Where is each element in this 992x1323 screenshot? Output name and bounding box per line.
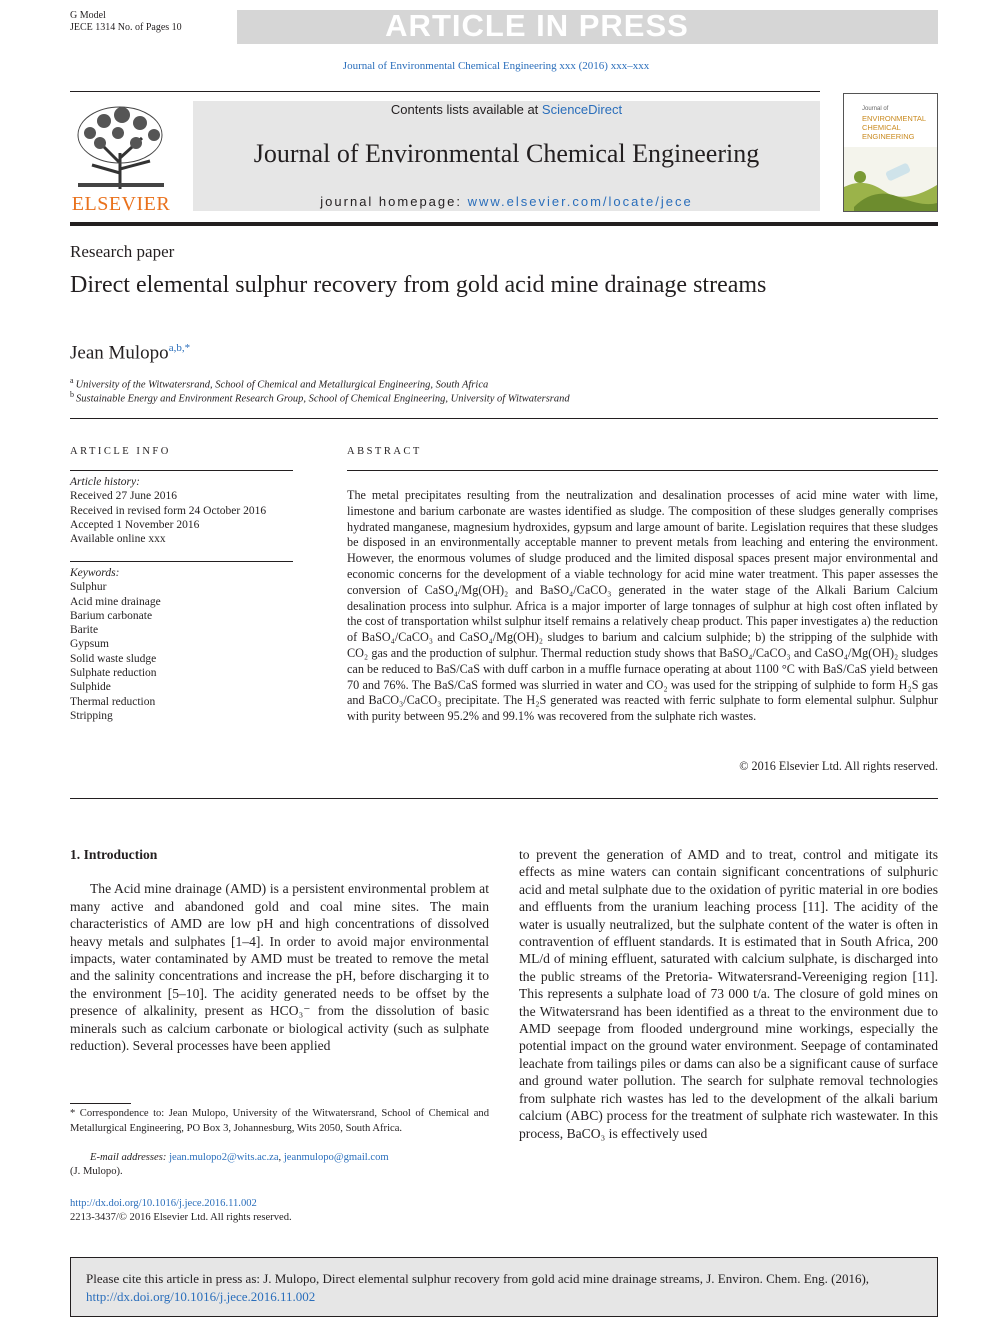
header-rule-bottom (70, 222, 938, 226)
journal-reference[interactable]: Journal of Environmental Chemical Engineering xxx (2016) xxx–xxx (342, 60, 650, 72)
abstract-caption: ABSTRACT (347, 446, 422, 457)
body-left-column (70, 846, 489, 1054)
cover-image (844, 147, 937, 211)
gmodel-label: G Model (70, 10, 106, 21)
affiliation-a-text: University of the Witwatersrand, School of Chemical and Metallurgical Engineering, South Africa (75, 379, 489, 391)
doi-link[interactable]: http://dx.doi.org/10.1016/j.jece.2016.11.002 (70, 1198, 257, 1209)
keywords (70, 566, 293, 723)
history-label: Article history: (70, 476, 140, 488)
article-type: Research paper (70, 242, 175, 261)
affiliation-b (70, 390, 570, 405)
email-label: E-mail addresses: (90, 1152, 167, 1163)
keywords-label: Keywords: (70, 567, 120, 579)
affiliation-a-mark: a (70, 376, 74, 385)
cover-line-3: CHEMICAL (862, 123, 901, 132)
author-name[interactable]: Jean Mulopo (70, 342, 169, 364)
keyword-item: Acid mine drainage (70, 595, 161, 608)
article-history (70, 475, 293, 546)
article-info-rule (70, 470, 293, 471)
abstract-rule (347, 470, 938, 471)
citation-doi-link[interactable]: http://dx.doi.org/10.1016/j.jece.2016.11.002 (86, 1289, 316, 1304)
intro-paragraph-1: The Acid mine drainage (AMD) is a persistent environmental problem at many active and abandoned gold and coal mine sites. The main characteristics of AMD are low pH and high concentrations of dissolved heavy metals and sulphates [1–4]. In order to avoid major environmental impacts, water contaminated by AMD must be treated to remove the metal and the salinity concentrations and increase the pH, before discharging it to the environment [5–10]. The acidity generated needs to be offset by the presence of alkalinity, present as HCO₃⁻ from the dissolution of basic minerals such as calcium carbonate or biological activity (such as sulphate reduction). Several processes have been applied (70, 881, 489, 1054)
citation-body: Please cite this article in press as: J. Mulopo, Direct elemental sulphur recovery from gold acid mine drainage streams, J. Environ. Chem. Eng. (2016), (86, 1271, 870, 1286)
jece-pages-label: JECE 1314 No. of Pages 10 (70, 22, 182, 33)
article-title: Direct elemental sulphur recovery from gold acid mine drainage streams (70, 272, 767, 298)
running-meta (70, 10, 182, 34)
author-line (70, 342, 190, 364)
cover-line-1: Journal of (862, 106, 889, 112)
citation-text (86, 1270, 926, 1306)
cover-line-4: ENGINEERING (862, 132, 915, 141)
keyword-item: Barium carbonate (70, 609, 153, 622)
keyword-item: Gypsum (70, 638, 109, 651)
keyword-item: Barite (70, 624, 99, 637)
homepage-prefix: journal homepage: (320, 194, 468, 209)
issn-copyright: 2213-3437/© 2016 Elsevier Ltd. All rights reserved. (70, 1212, 292, 1223)
affiliation-b-text: Sustainable Energy and Environment Research Group, School of Chemical Engineering, University of Witwatersrand (76, 393, 570, 405)
history-accepted: Accepted 1 November 2016 (70, 518, 200, 531)
history-received: Received 27 June 2016 (70, 490, 177, 503)
footnote-rule (70, 1103, 131, 1104)
header-rule-top (70, 91, 820, 92)
journal-homepage (193, 194, 820, 209)
keyword-item: Sulphur (70, 581, 107, 594)
body-right-column (519, 846, 938, 1142)
email-link-1[interactable]: jean.mulopo2@wits.ac.za (169, 1152, 279, 1163)
elsevier-wordmark: ELSEVIER (71, 193, 171, 215)
intro-paragraph-2: to prevent the generation of AMD and to treat, control and mitigate its effects as mine waters can contain significant concentrations of sulphuric acid and metal sulphate due to the oxidation of pyritic material in ore bodies and effluents from the uranium leaching process [11]. The acidity of the water is usually neutralized, but the sulphate content of the water is often in contravention of effluent standards. It is estimated that in South Africa, 200 ML/d of mining effluent, saturated with calcium sulphate, is discharged into the public streams of the Pretoria- Witwatersrand-Vereeniging region [11]. This represents a sulphate load of 73 000 t/a. The closure of gold mines on the Witwatersrand has been identified as a threat to the environment due to AMD seepage from flooded underground mine workings, especially the potential impact on the ground water environment. Seepage of contaminated leachate from tailings piles or dams can also be a significant cause of surface and ground water pollution. The search for sulphate removal technologies from sulphate rich wastes has led to the development of the alkali barium calcium (ABC) process for the treatment of sulphate rich wastewater. In this process, BaCO₃ is effectively used (519, 847, 938, 1141)
homepage-link[interactable]: www.elsevier.com/locate/jece (467, 194, 693, 209)
correspondence-note: * Correspondence to: Jean Mulopo, University of the Witwatersrand, School of Chemical and Metallurgical Engineering, PO Box 3, Johannesburg, Wits 2050, South Africa. (70, 1108, 489, 1134)
email-owner: (J. Mulopo). (70, 1166, 123, 1177)
section-heading: 1. Introduction (70, 847, 158, 862)
cover-title (862, 105, 936, 141)
article-in-press-label: ARTICLE IN PRESS (385, 8, 689, 43)
title-divider (70, 418, 938, 419)
keyword-item: Sulphate reduction (70, 667, 157, 680)
history-revised: Received in revised form 24 October 2016 (70, 504, 267, 517)
author-affiliation-marks[interactable]: a,b,* (168, 342, 191, 354)
keyword-item: Thermal reduction (70, 695, 156, 708)
keyword-item: Stripping (70, 709, 113, 722)
affiliation-a (70, 376, 488, 391)
cover-line-2: ENVIRONMENTAL (862, 114, 927, 123)
keywords-rule (70, 561, 293, 562)
email-note: E-mail addresses: jean.mulopo2@wits.ac.za, jeanmulopo@gmail.com (90, 1152, 389, 1163)
contents-line (193, 102, 820, 117)
article-info-caption: ARTICLE INFO (70, 446, 171, 457)
sciencedirect-link[interactable]: ScienceDirect (541, 102, 623, 117)
email-link-2[interactable]: jeanmulopo@gmail.com (283, 1152, 389, 1163)
keyword-item: Solid waste sludge (70, 652, 157, 665)
abstract-text: The metal precipitates resulting from the neutralization and desalination processes of acid mine water with lime, limestone and barium carbonate are wastes identified as sludge. The composition of these sludges generally comprises hydrated manganese, magnesium hydroxides, gypsum and large amount of barite. Legislation requires that these sludges be disposed in an environmentally acceptable manner to prevent metals from leaching and entering the environment. However, the enormous volumes of sludge produced and the limited disposal spaces present major environmental and economic concerns for the development of a viable technology for acid mine water treatment. This paper assesses the conversion of CaSO₄/Mg(OH)₂ and BaSO₄/CaCO₃ generated in the water stage of the Alkali Barium Calcium desalination process into sulphur. Africa is a major importer of large tonnages of sulphur at high cost often inflated by the cost of transportation whilst sulphur itself remains a relatively cheap product. This paper investigates a) the reduction of BaSO₄/CaCO₃ and CaSO₄/Mg(OH)₂ sludges to barium and calcium sulphide; b) the stripping of the sulphide with CO₂ gas and the production of sulphur. Thermal reduction study shows that BaSO₄/CaCO₃ and CaSO₄/Mg(OH)₂ sludges can be reduced to BaS/CaS with duff carbon in a muffle furnace operating at about 1100 °C with BaS/CaS yield between 70 and 76%. The BaS/CaS formed was slurried in water and CO₂ was used for the stripping of sulphide to form H₂S gas and BaCO₃/CaCO₃ precipitate. The H₂S generated was reacted with ferric sulphate to form elemental sulphur. Sulphur with purity between 95.2% and 99.1% was recovered from the sulphate rich wastes. (347, 488, 938, 724)
history-online: Available online xxx (70, 533, 166, 546)
abstract-divider (70, 798, 938, 799)
abstract-copyright: © 2016 Elsevier Ltd. All rights reserved. (739, 759, 938, 773)
contents-prefix: Contents lists available at (390, 102, 542, 117)
keyword-item: Sulphide (70, 681, 111, 694)
affiliation-b-mark: b (70, 390, 74, 399)
journal-title: Journal of Environmental Chemical Engineering (253, 139, 760, 168)
